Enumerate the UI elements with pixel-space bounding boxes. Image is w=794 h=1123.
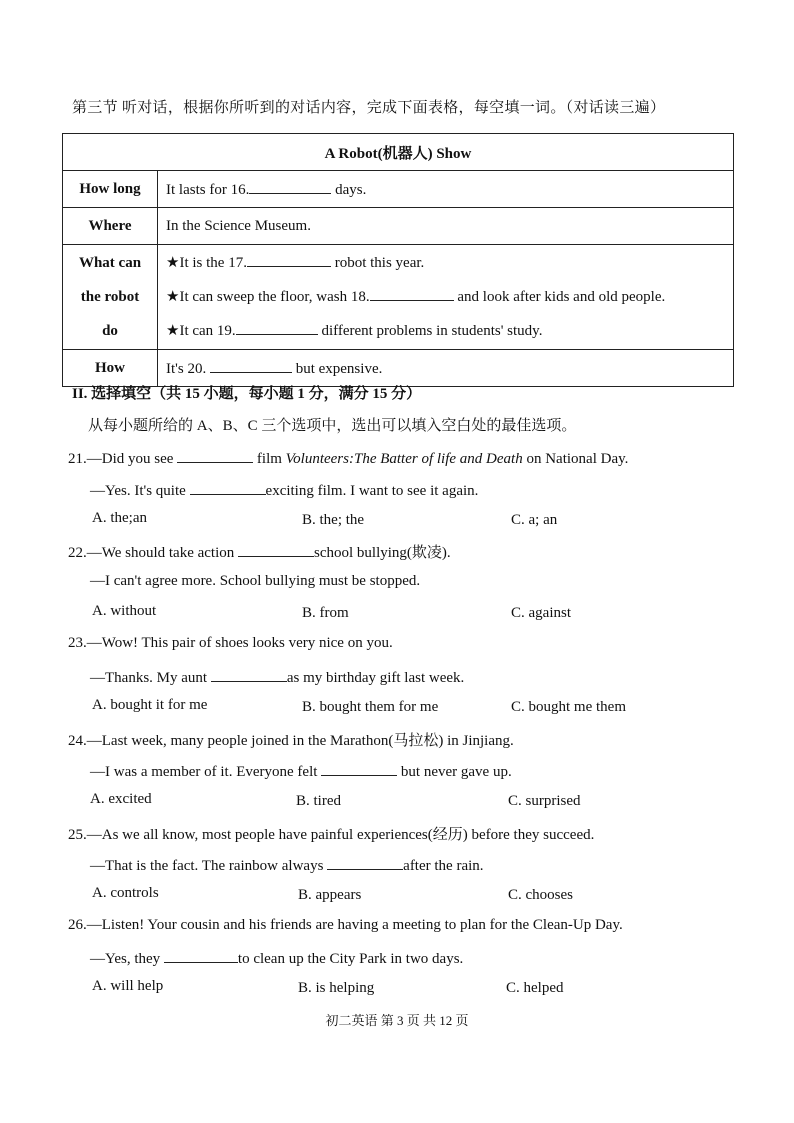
- option-b[interactable]: B. appears: [298, 887, 362, 903]
- answer-blank[interactable]: [211, 667, 287, 682]
- option-a[interactable]: A. excited: [90, 791, 152, 807]
- text: —We should take action: [86, 545, 239, 561]
- question-22-reply: —I can't agree more. School bullying must be stopped.: [90, 573, 421, 589]
- text: and look after kids and old people.: [453, 289, 666, 305]
- row-label: Where: [63, 208, 158, 245]
- answer-blank[interactable]: [177, 448, 253, 463]
- answer-blank[interactable]: [238, 542, 314, 557]
- text: to clean up the City Park in two days.: [237, 951, 464, 967]
- table-row: [63, 171, 734, 208]
- question-25: [68, 823, 594, 844]
- part2-heading: II. 选择填空（共 15 小题，每小题 1 分，满分 15 分）: [72, 386, 422, 402]
- question-number: 24.: [68, 733, 87, 749]
- table-row: [63, 245, 734, 350]
- option-a[interactable]: A. controls: [92, 885, 159, 901]
- answer-blank-20[interactable]: [210, 358, 292, 373]
- text: ★It can 19.: [166, 323, 236, 339]
- option-b[interactable]: B. tired: [296, 793, 341, 809]
- label-line: What can: [78, 255, 142, 271]
- question-26-reply: [90, 948, 463, 968]
- text: on National Day.: [522, 451, 629, 467]
- row-label: How long: [63, 171, 158, 208]
- question-number: 25.: [68, 827, 87, 843]
- text: but expensive.: [291, 361, 383, 377]
- option-b[interactable]: B. bought them for me: [302, 699, 439, 715]
- option-b[interactable]: B. from: [302, 605, 349, 621]
- row-label-multiline: [63, 245, 158, 350]
- text: as my birthday gift last week.: [286, 670, 465, 686]
- question-24-reply: [90, 761, 512, 781]
- text: —That is the fact. The rainbow always: [90, 858, 328, 874]
- table-row: [63, 350, 734, 387]
- option-a[interactable]: A. without: [92, 603, 157, 619]
- option-c[interactable]: C. chooses: [508, 887, 573, 903]
- text: —Wow! This pair of shoes looks very nice on you.: [86, 635, 393, 651]
- robot-show-table: [62, 133, 734, 387]
- option-c[interactable]: C. bought me them: [511, 699, 626, 715]
- answer-blank-16[interactable]: [249, 179, 331, 194]
- answer-blank-18[interactable]: [370, 286, 454, 301]
- question-21: [68, 448, 628, 468]
- question-number: 22.: [68, 545, 87, 561]
- question-26: [68, 917, 623, 934]
- option-b[interactable]: B. the; the: [302, 512, 365, 528]
- text: exciting film. I want to see it again.: [265, 483, 479, 499]
- option-c[interactable]: C. against: [511, 605, 571, 621]
- label-line: the robot: [80, 289, 140, 305]
- text: different problems in students' study.: [317, 323, 543, 339]
- text: —Yes, they: [90, 951, 164, 967]
- table-title: A Robot(机器人) Show: [63, 134, 734, 171]
- question-22: [68, 541, 451, 562]
- text: It lasts for 16.: [166, 182, 250, 198]
- text: It's 20.: [166, 361, 210, 377]
- question-23: [68, 635, 393, 652]
- text: —Yes. It's quite: [90, 483, 190, 499]
- answer-blank[interactable]: [164, 948, 238, 963]
- question-24: [68, 729, 514, 750]
- row-label: How: [63, 350, 158, 387]
- page-footer: 初二英语 第 3 页 共 12 页: [325, 1013, 469, 1028]
- row-value: In the Science Museum.: [158, 208, 734, 245]
- text: —Thanks. My aunt: [90, 670, 211, 686]
- part2-instruction: 从每小题所给的 A、B、C 三个选项中，选出可以填入空白处的最佳选项。: [88, 418, 577, 434]
- question-25-reply: [90, 855, 484, 875]
- item-line: [166, 246, 732, 280]
- section3-heading: 第三节 听对话，根据你所听到的对话内容，完成下面表格，每空填一词。（对话读三遍）: [72, 100, 666, 116]
- text: after the rain.: [403, 858, 484, 874]
- text: —I was a member of it. Everyone felt: [90, 764, 322, 780]
- answer-blank[interactable]: [321, 761, 397, 776]
- answer-blank[interactable]: [327, 855, 403, 870]
- option-c[interactable]: C. helped: [506, 980, 564, 996]
- question-23-reply: [90, 667, 464, 687]
- question-21-reply: [90, 480, 478, 500]
- text: —Last week, many people joined in the Marathon(马拉松) in Jinjiang.: [86, 733, 514, 749]
- item-line: [166, 314, 732, 348]
- text: days.: [331, 182, 367, 198]
- text: —Listen! Your cousin and his friends are having a meeting to plan for the Clean-Up Day.: [86, 917, 623, 933]
- text: ★It can sweep the floor, wash 18.: [166, 289, 370, 305]
- question-number: 26.: [68, 917, 87, 933]
- text: robot this year.: [330, 255, 425, 271]
- label-line: do: [102, 323, 118, 339]
- item-line: [166, 280, 732, 314]
- row-value: [158, 350, 734, 387]
- question-number: 23.: [68, 635, 87, 651]
- text: school bullying(欺凌).: [314, 545, 451, 561]
- question-number: 21.: [68, 451, 87, 467]
- text: —As we all know, most people have painful experiences(经历) before they succeed.: [86, 827, 595, 843]
- film-title: Volunteers:The Batter of life and Death: [285, 451, 523, 467]
- option-a[interactable]: A. bought it for me: [92, 697, 208, 713]
- row-value-multiline: [158, 245, 734, 350]
- answer-blank-19[interactable]: [236, 320, 318, 335]
- answer-blank-17[interactable]: [247, 252, 331, 267]
- option-a[interactable]: A. will help: [92, 978, 164, 994]
- text: ★It is the 17.: [166, 255, 247, 271]
- text: but never gave up.: [397, 764, 512, 780]
- option-c[interactable]: C. a; an: [511, 512, 558, 528]
- text: film: [253, 451, 286, 467]
- table-row: [63, 208, 734, 245]
- option-b[interactable]: B. is helping: [298, 980, 375, 996]
- answer-blank[interactable]: [190, 480, 266, 495]
- option-a[interactable]: A. the;an: [92, 510, 147, 526]
- row-value: [158, 171, 734, 208]
- option-c[interactable]: C. surprised: [508, 793, 581, 809]
- text: —Did you see: [86, 451, 178, 467]
